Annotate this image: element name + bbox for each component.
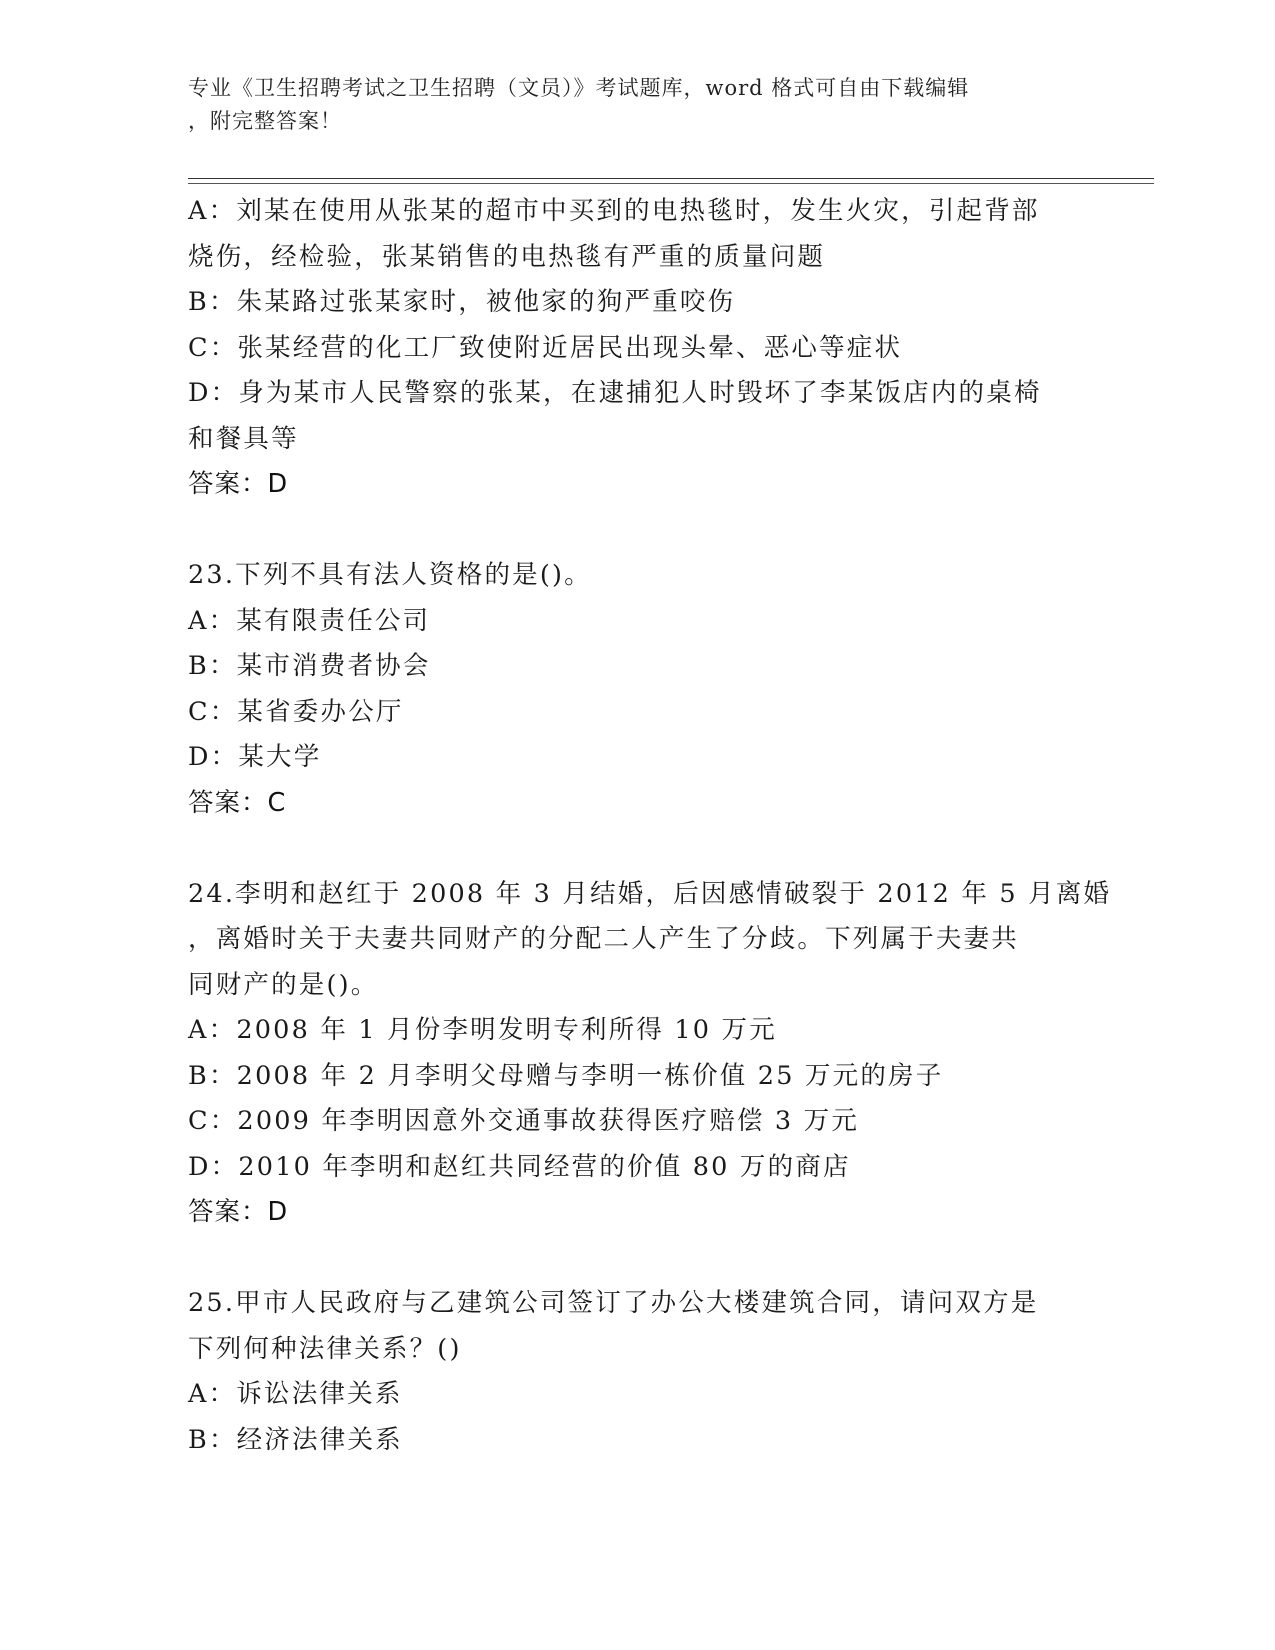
header-line-1: 专业《卫生招聘考试之卫生招聘（文员）》考试题库，word 格式可自由下载编辑 (188, 76, 970, 100)
option-a: A：某有限责任公司 (188, 605, 431, 636)
option-d-line-1: D：身为某市人民警察的张某，在逮捕犯人时毁坏了李某饭店内的桌椅 (188, 378, 1042, 408)
option-d: D：某大学 (188, 742, 322, 772)
question-24-block (188, 872, 1112, 1236)
option-b: B：经济法律关系 (188, 1424, 403, 1455)
option-d: D：2010 年李明和赵红共同经营的价值 80 万的商店 (188, 1151, 851, 1182)
header-divider-thin (188, 183, 1154, 184)
option-a: A：诉讼法律关系 (188, 1379, 403, 1409)
option-a-line-2: 烧伤，经检验，张某销售的电热毯有严重的质量问题 (188, 241, 826, 272)
document-header (188, 72, 1068, 138)
option-c: C：某省委办公厅 (188, 696, 404, 727)
answer: 答案：C (188, 787, 287, 818)
spacer (188, 1236, 1088, 1282)
option-a: A：2008 年 1 月份李明发明专利所得 10 万元 (188, 1015, 777, 1045)
option-b: B：2008 年 2 月李明父母赠与李明一栋价值 25 万元的房子 (188, 1060, 944, 1091)
question-text-line-1: 24.李明和赵红于 2008 年 3 月结婚，后因感情破裂于 2012 年 5 月离婚 (188, 878, 1112, 909)
header-line-2: ，附完整答案！ (188, 109, 342, 133)
question-list (188, 189, 1112, 1463)
option-b: B：某市消费者协会 (188, 651, 431, 681)
header-divider-thick (188, 178, 1154, 179)
question-25-block (188, 1281, 1088, 1463)
question-text: 23.下列不具有法人资格的是()。 (188, 560, 592, 590)
question-22-block (188, 189, 1088, 508)
spacer (188, 826, 1088, 872)
spacer (188, 508, 1088, 554)
question-text-line-2: ，离婚时关于夫妻共同财产的分配二人产生了分歧。下列属于夫妻共 (188, 924, 1020, 954)
option-b: B：朱某路过张某家时，被他家的狗严重咬伤 (188, 287, 736, 317)
option-c: C：2009 年李明因意外交通事故获得医疗赔偿 3 万元 (188, 1106, 860, 1136)
option-d-line-2: 和餐具等 (188, 423, 299, 454)
question-text-line-1: 25.甲市人民政府与乙建筑公司签订了办公大楼建筑合同，请问双方是 (188, 1288, 1039, 1318)
question-text-line-2: 下列何种法律关系？() (188, 1333, 462, 1364)
answer: 答案：D (188, 469, 289, 499)
answer: 答案：D (188, 1197, 289, 1227)
question-23-block (188, 553, 1088, 826)
option-c: C：张某经营的化工厂致使附近居民出现头晕、恶心等症状 (188, 332, 903, 363)
option-a-line-1: A：刘某在使用从张某的超市中买到的电热毯时，发生火灾，引起背部 (188, 196, 1040, 226)
question-text-line-3: 同财产的是()。 (188, 969, 379, 1000)
